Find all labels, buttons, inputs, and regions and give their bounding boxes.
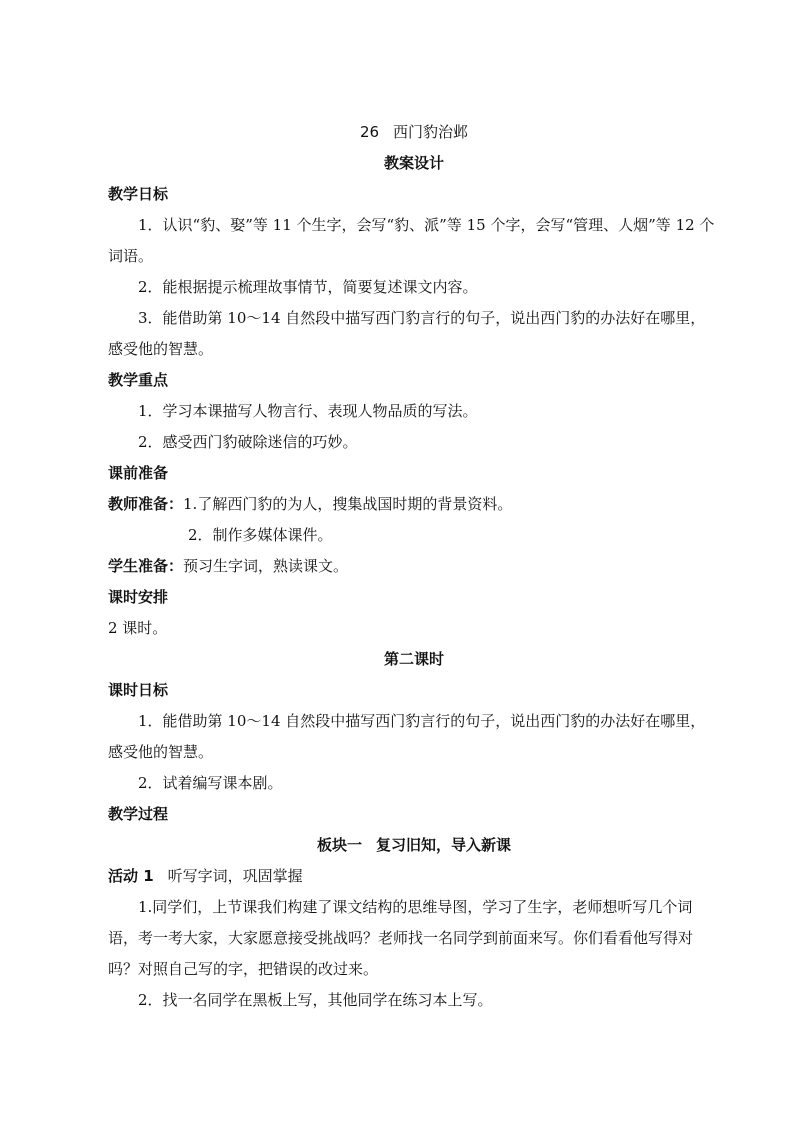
schedule-text: 2 课时。 [108,619,168,637]
schedule-heading: 课时安排 [108,588,169,606]
goals-heading: 教学日标 [108,185,169,203]
block-subtitle: 复习旧知，导入新课 [376,836,512,854]
student-prep-label: 学生准备： [108,557,184,575]
key-point-1: 1．学习本课描写人物言行、表现人物品质的写法。 [138,402,478,420]
teacher-preparation-1 [108,489,720,520]
preparation-heading: 课前准备 [108,464,169,482]
teacher-prep-label: 教师准备： [108,495,184,513]
lesson-goal-1: 1．能借助第 10～14 自然段中描写西门豹言行的句子，说出西门豹的办法好在哪里，感受他的智慧。 [108,712,706,761]
goal-item-2: 2．能根据提示梳理故事情节，简要复述课文内容。 [138,278,478,296]
lesson-number: 26 [359,123,380,141]
lesson-title [108,117,720,148]
teacher-preparation-2: 2．制作多媒体课件。 [188,526,333,544]
document-body [108,117,720,1016]
goal-item-1: 1．认识“豹、娶”等 11 个生字，会写“豹、派”等 15 个字，会写“管理、人烟”等 12 个词语。 [108,216,715,265]
student-prep-text: 预习生字词，熟读课文。 [183,557,349,575]
lesson-goal-2: 2．试着编写课本剧。 [138,774,283,792]
lesson-title-text: 西门豹治邺 [393,123,469,141]
block-title: 板块一 [316,836,362,854]
block-heading [108,830,720,861]
student-preparation [108,551,720,582]
teacher-prep-text-1: 1.了解西门豹的为人，搜集战国时期的背景资料。 [183,495,513,513]
document-subtitle: 教案设计 [383,154,444,172]
goal-item-3: 3．能借助第 10～14 自然段中描写西门豹言行的句子，说出西门豹的办法好在哪里，感受他的智慧。 [108,309,706,358]
key-point-2: 2．感受西门豹破除迷信的巧妙。 [138,433,358,451]
activity-label: 活动 1 [108,867,154,885]
key-points-heading: 教学重点 [108,371,169,389]
activity-step-1: 1.同学们，上节课我们构建了课文结构的思维导图，学习了生字，老师想听写几个词语，考一考大家，大家愿意接受挑战吗？老师找一名同学到前面来写。你们看看他写得对吗？对照自己写的字，把错误的改过来。 [108,898,694,978]
activity-step-2: 2．找一名同学在黑板上写，其他同学在练习本上写。 [138,991,493,1009]
process-heading: 教学过程 [108,805,169,823]
lesson-section-heading: 第二课时 [383,650,444,668]
activity-title: 听写字词，巩固掌握 [167,867,303,885]
activity-heading [108,861,720,892]
lesson-goals-heading: 课时日标 [108,681,169,699]
